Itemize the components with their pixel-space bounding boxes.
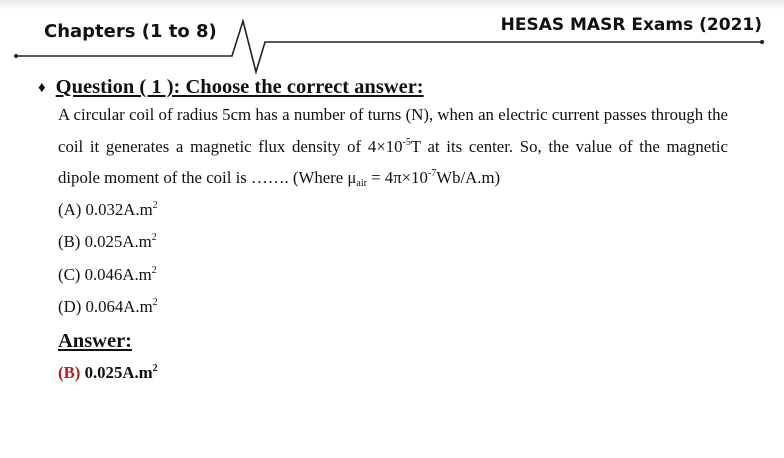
answer-line bbox=[58, 363, 728, 383]
question-text-part2: T at its center. So, the value of the magnetic dipole moment of the coil is ……. (Where μ bbox=[58, 136, 728, 187]
answer-key: (B) bbox=[58, 362, 81, 382]
option-c-exp: 2 bbox=[151, 264, 157, 276]
option-d[interactable] bbox=[58, 291, 728, 324]
option-d-exp: 2 bbox=[152, 297, 158, 308]
question-text-part3: = 4π×10 bbox=[366, 168, 428, 187]
answer-heading: Answer: bbox=[58, 329, 133, 352]
subscript-air: air bbox=[356, 178, 367, 189]
answer-exp: 2 bbox=[152, 362, 158, 374]
chapters-label: Chapters (1 to 8) bbox=[44, 21, 217, 42]
exponent-1: -5 bbox=[402, 136, 411, 148]
option-a[interactable] bbox=[58, 194, 728, 227]
question-text bbox=[58, 99, 728, 194]
question-title: Question ( 1 ): Choose the correct answer: bbox=[55, 76, 424, 98]
question-text-part4: Wb/A.m) bbox=[436, 168, 501, 187]
question-section bbox=[38, 76, 728, 383]
option-a-exp: 2 bbox=[152, 199, 158, 211]
option-c[interactable] bbox=[58, 259, 728, 292]
diamond-bullet-icon: ♦ bbox=[38, 80, 46, 96]
option-c-text: (C) 0.046A.m bbox=[58, 264, 152, 284]
options-list bbox=[58, 194, 728, 324]
option-b-text: (B) 0.025A.m bbox=[58, 232, 152, 251]
option-b-exp: 2 bbox=[151, 232, 157, 243]
question-heading bbox=[38, 76, 728, 99]
header-divider-line bbox=[0, 0, 784, 80]
exponent-2: -7 bbox=[427, 168, 437, 179]
option-a-text: (A) 0.032A.m bbox=[58, 199, 153, 219]
answer-value: 0.025A.m bbox=[80, 362, 153, 382]
option-b[interactable] bbox=[58, 226, 728, 259]
option-d-text: (D) 0.064A.m bbox=[58, 297, 153, 316]
question-text-part1: A circular coil of radius 5cm has a number of turns (N), when an electric current passes through the coil it generates a magnetic flux density of 4×10 bbox=[58, 105, 728, 156]
exam-title: HESAS MASR Exams (2021) bbox=[500, 15, 762, 35]
